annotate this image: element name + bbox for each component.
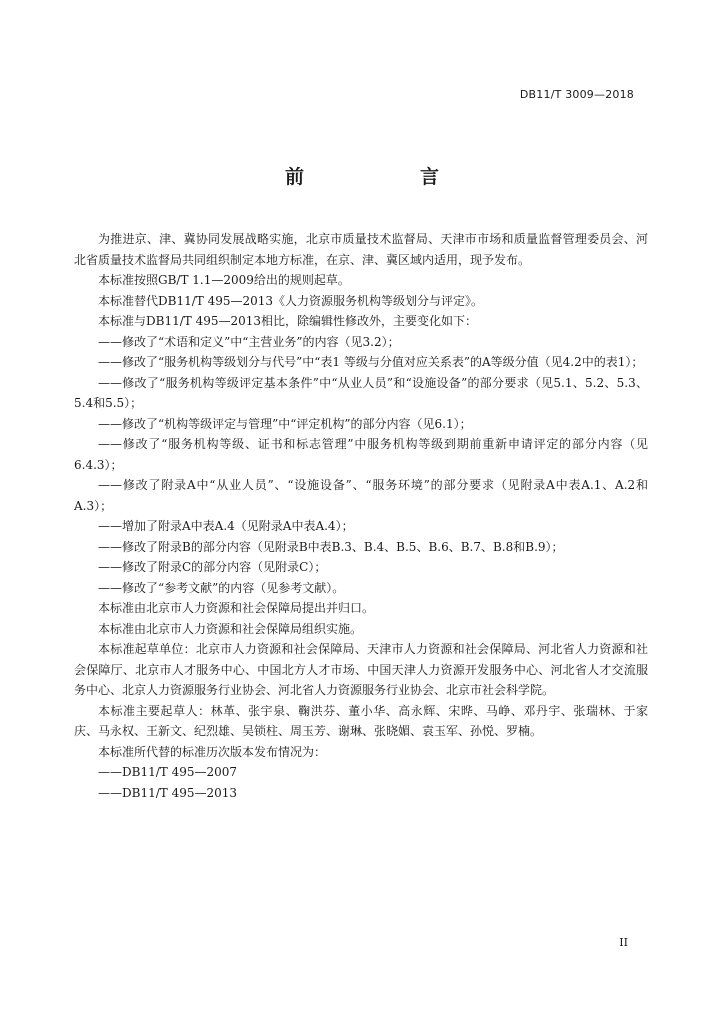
change-item: ——修改了“机构等级评定与管理”中“评定机构”的部分内容（见6.1）；	[98, 416, 472, 431]
change-item: ——修改了附录B的部分内容（见附录B中表B.3、B.4、B.5、B.6、B.7、B.8和B.9）；	[98, 539, 564, 554]
paragraph-history-intro: 本标准所代替的标准历次版本发布情况为：	[98, 744, 327, 759]
page-number: II	[619, 936, 628, 949]
foreword-body	[74, 229, 648, 803]
paragraph-implemented-by: 本标准由北京市人力资源和社会保障局组织实施。	[98, 621, 363, 636]
paragraph-purpose: 为推进京、津、冀协同发展战略实施，北京市质量技术监督局、天津市市场和质量监督管理委员会、河北省质量技术监督局共同组织制定本地方标准，在京、津、冀区域内适用，现予发布。	[74, 232, 648, 267]
paragraph-proposed-by: 本标准由北京市人力资源和社会保障局提出并归口。	[98, 601, 375, 615]
change-item: ——修改了“术语和定义”中“主营业务”的内容（见3.2）；	[98, 334, 400, 349]
change-item: ——修改了附录C的部分内容（见附录C）；	[98, 560, 327, 574]
paragraph-replaces: 本标准替代DB11/T 495—2013《人力资源服务机构等级划分与评定》。	[98, 293, 484, 308]
change-item: ——修改了“服务机构等级划分与代号”中“表1 等级与分值对应关系表”的A等级分值（见4.2中的表1）；	[98, 355, 644, 369]
change-item: ——修改了“服务机构等级、证书和标志管理”中服务机构等级到期前重新申请评定的部分内容（见6.4.3）；	[74, 437, 648, 472]
page-title: 前 言	[284, 166, 465, 188]
history-item: ——DB11/T 495—2013	[98, 785, 238, 800]
change-item: ——修改了“参考文献”的内容（见参考文献）。	[98, 580, 345, 595]
standard-code: DB11/T 3009—2018	[519, 88, 634, 101]
paragraph-changes-intro: 本标准与DB11/T 495—2013相比，除编辑性修改外，主要变化如下：	[98, 314, 478, 328]
change-item: ——增加了附录A中表A.4（见附录A中表A.4）；	[98, 519, 354, 533]
history-item: ——DB11/T 495—2007	[98, 765, 238, 779]
paragraph-drafting-units: 本标准起草单位：北京市人力资源和社会保障局、天津市人力资源和社会保障局、河北省人力资源和社会保障厅、北京市人才服务中心、中国北方人才市场、中国天津人力资源开发服务中心、河北省人才交流服务中心、北京人力资源服务行业协会、河北省人力资源服务行业协会、北京市社会科学院。	[74, 642, 648, 697]
paragraph-drafting-rules: 本标准按照GB/T 1.1—2009给出的规则起草。	[98, 273, 350, 287]
change-item: ——修改了附录A中“从业人员”、“设施设备”、“服务环境”的部分要求（见附录A中表A.1、A.2和A.3）；	[74, 478, 648, 513]
change-item: ——修改了“服务机构等级评定基本条件”中“从业人员”和“设施设备”的部分要求（见5.1、5.2、5.3、5.4和5.5）；	[74, 375, 648, 410]
paragraph-drafters: 本标准主要起草人：林革、张宇泉、鞠洪芬、董小华、高永辉、宋晔、马峥、邓丹宇、张瑞林、于家庆、马永权、王新文、纪烈雄、吴锁柱、周玉芳、谢琳、张晓媚、袁玉军、孙悦、罗楠。	[74, 703, 648, 738]
